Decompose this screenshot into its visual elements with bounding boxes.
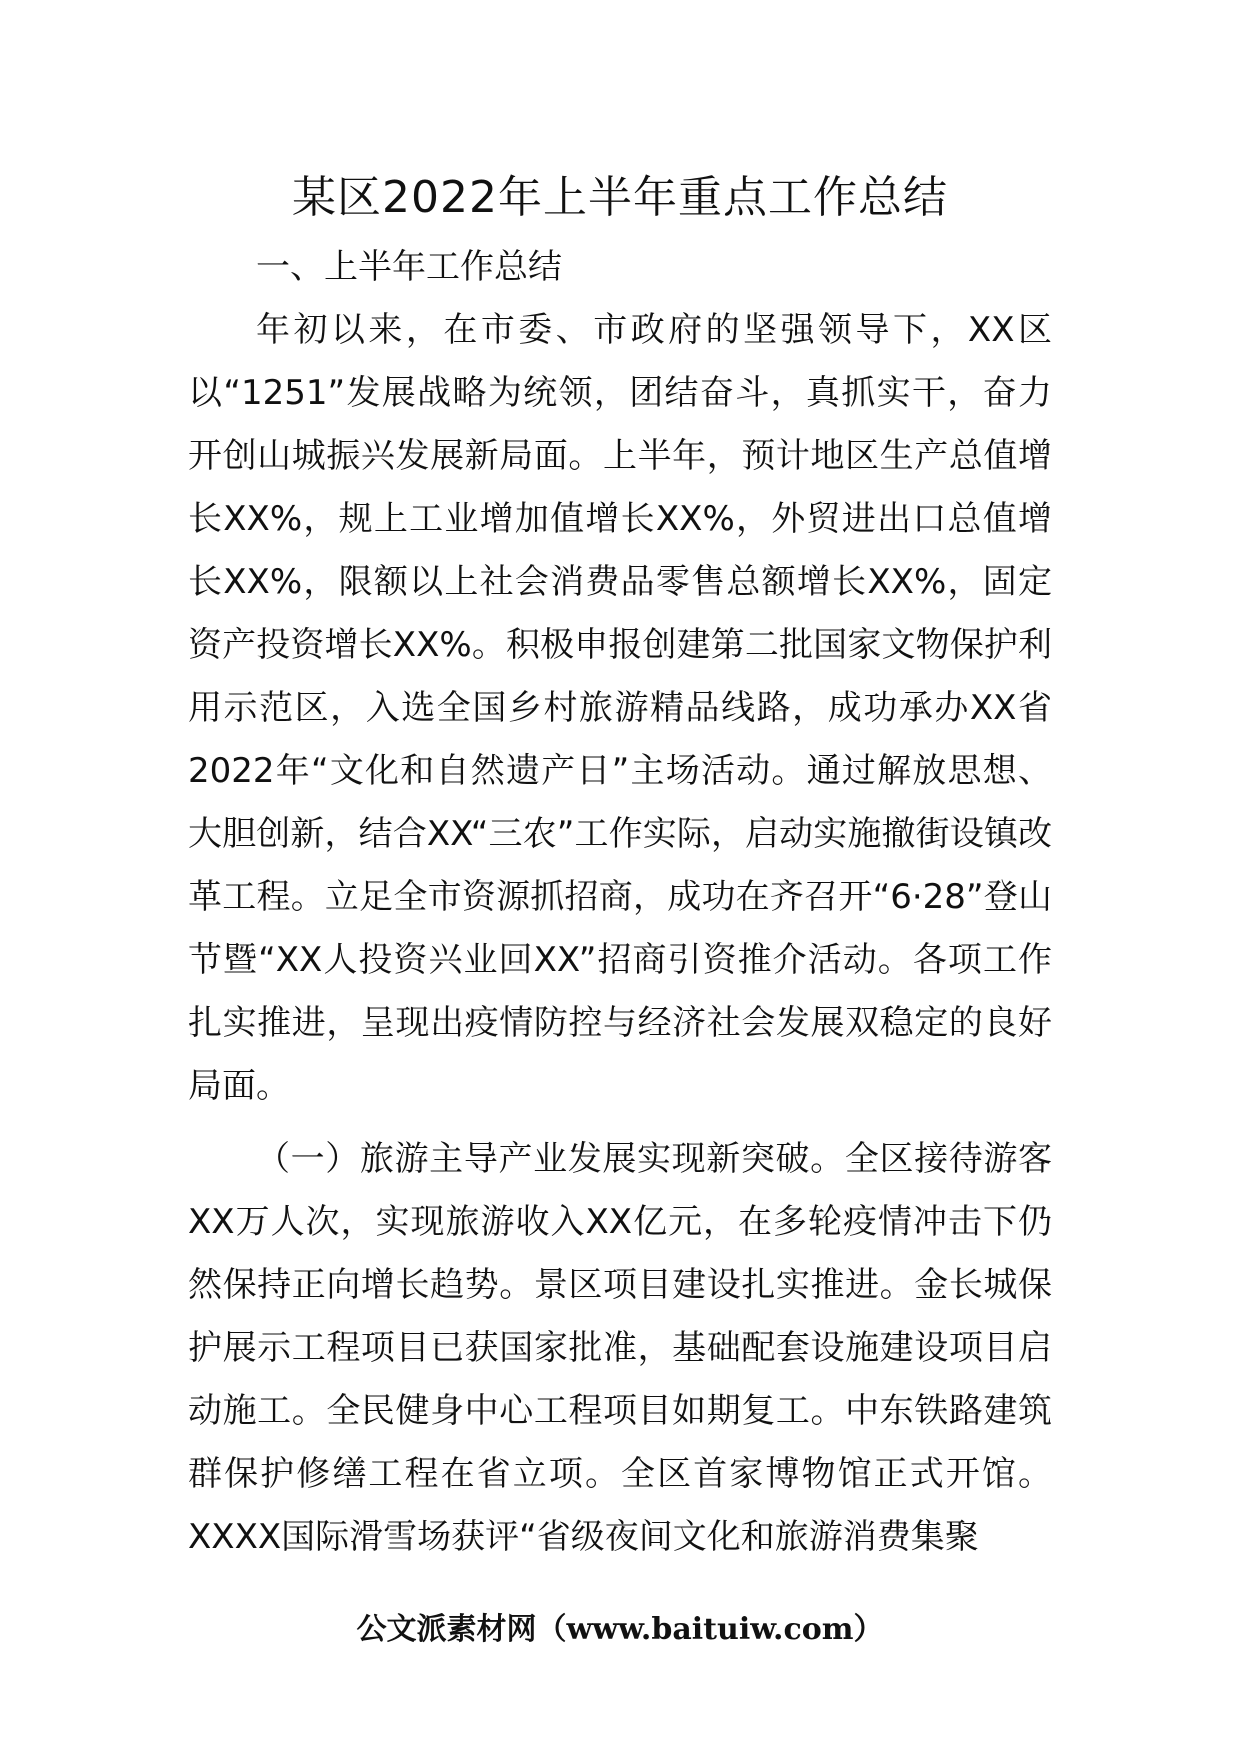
document-title: 某区2022年上半年重点工作总结 — [292, 172, 948, 223]
paragraph-intro: 年初以来，在市委、市政府的坚强领导下，XX区以“1251”发展战略为统领，团结奋斗，真抓实干，奋力开创山城振兴发展新局面。上半年，预计地区生产总值增长XX%，规上工业增加值增长XX%，外贸进出口总值增长XX%，限额以上社会消费品零售总额增长XX%，固定资产投资增长XX%。积极申报创建第二批国家文物保护利用示范区，入选全国乡村旅游精品线路，成功承办XX省2022年“文化和自然遗产日”主场活动。通过解放思想、大胆创新，结合XX“三农”工作实际，启动实施撤街设镇改革工程。立足全市资源抓招商，成功在齐召开“6·28”登山节暨“XX人投资兴业回XX”招商引资推介活动。各项工作扎实推进，呈现出疫情防控与经济社会发展双稳定的良好局面。 — [188, 310, 1052, 1106]
section-heading: 一、上半年工作总结 — [256, 247, 562, 287]
paragraph-tourism: （一）旅游主导产业发展实现新突破。全区接待游客XX万人次，实现旅游收入XX亿元，在多轮疫情冲击下仍然保持正向增长趋势。景区项目建设扎实推进。金长城保护展示工程项目已获国家批准，基础配套设施建设项目启动施工。全民健身中心工程项目如期复工。中东铁路建筑群保护修缮工程在省立项。全区首家博物馆正式开馆。XXXX国际滑雪场获评“省级夜间文化和旅游消费集聚 — [188, 1139, 1052, 1557]
footer-watermark: 公文派素材网（www.baituiw.com） — [356, 1612, 884, 1647]
document-body — [188, 236, 1052, 1569]
